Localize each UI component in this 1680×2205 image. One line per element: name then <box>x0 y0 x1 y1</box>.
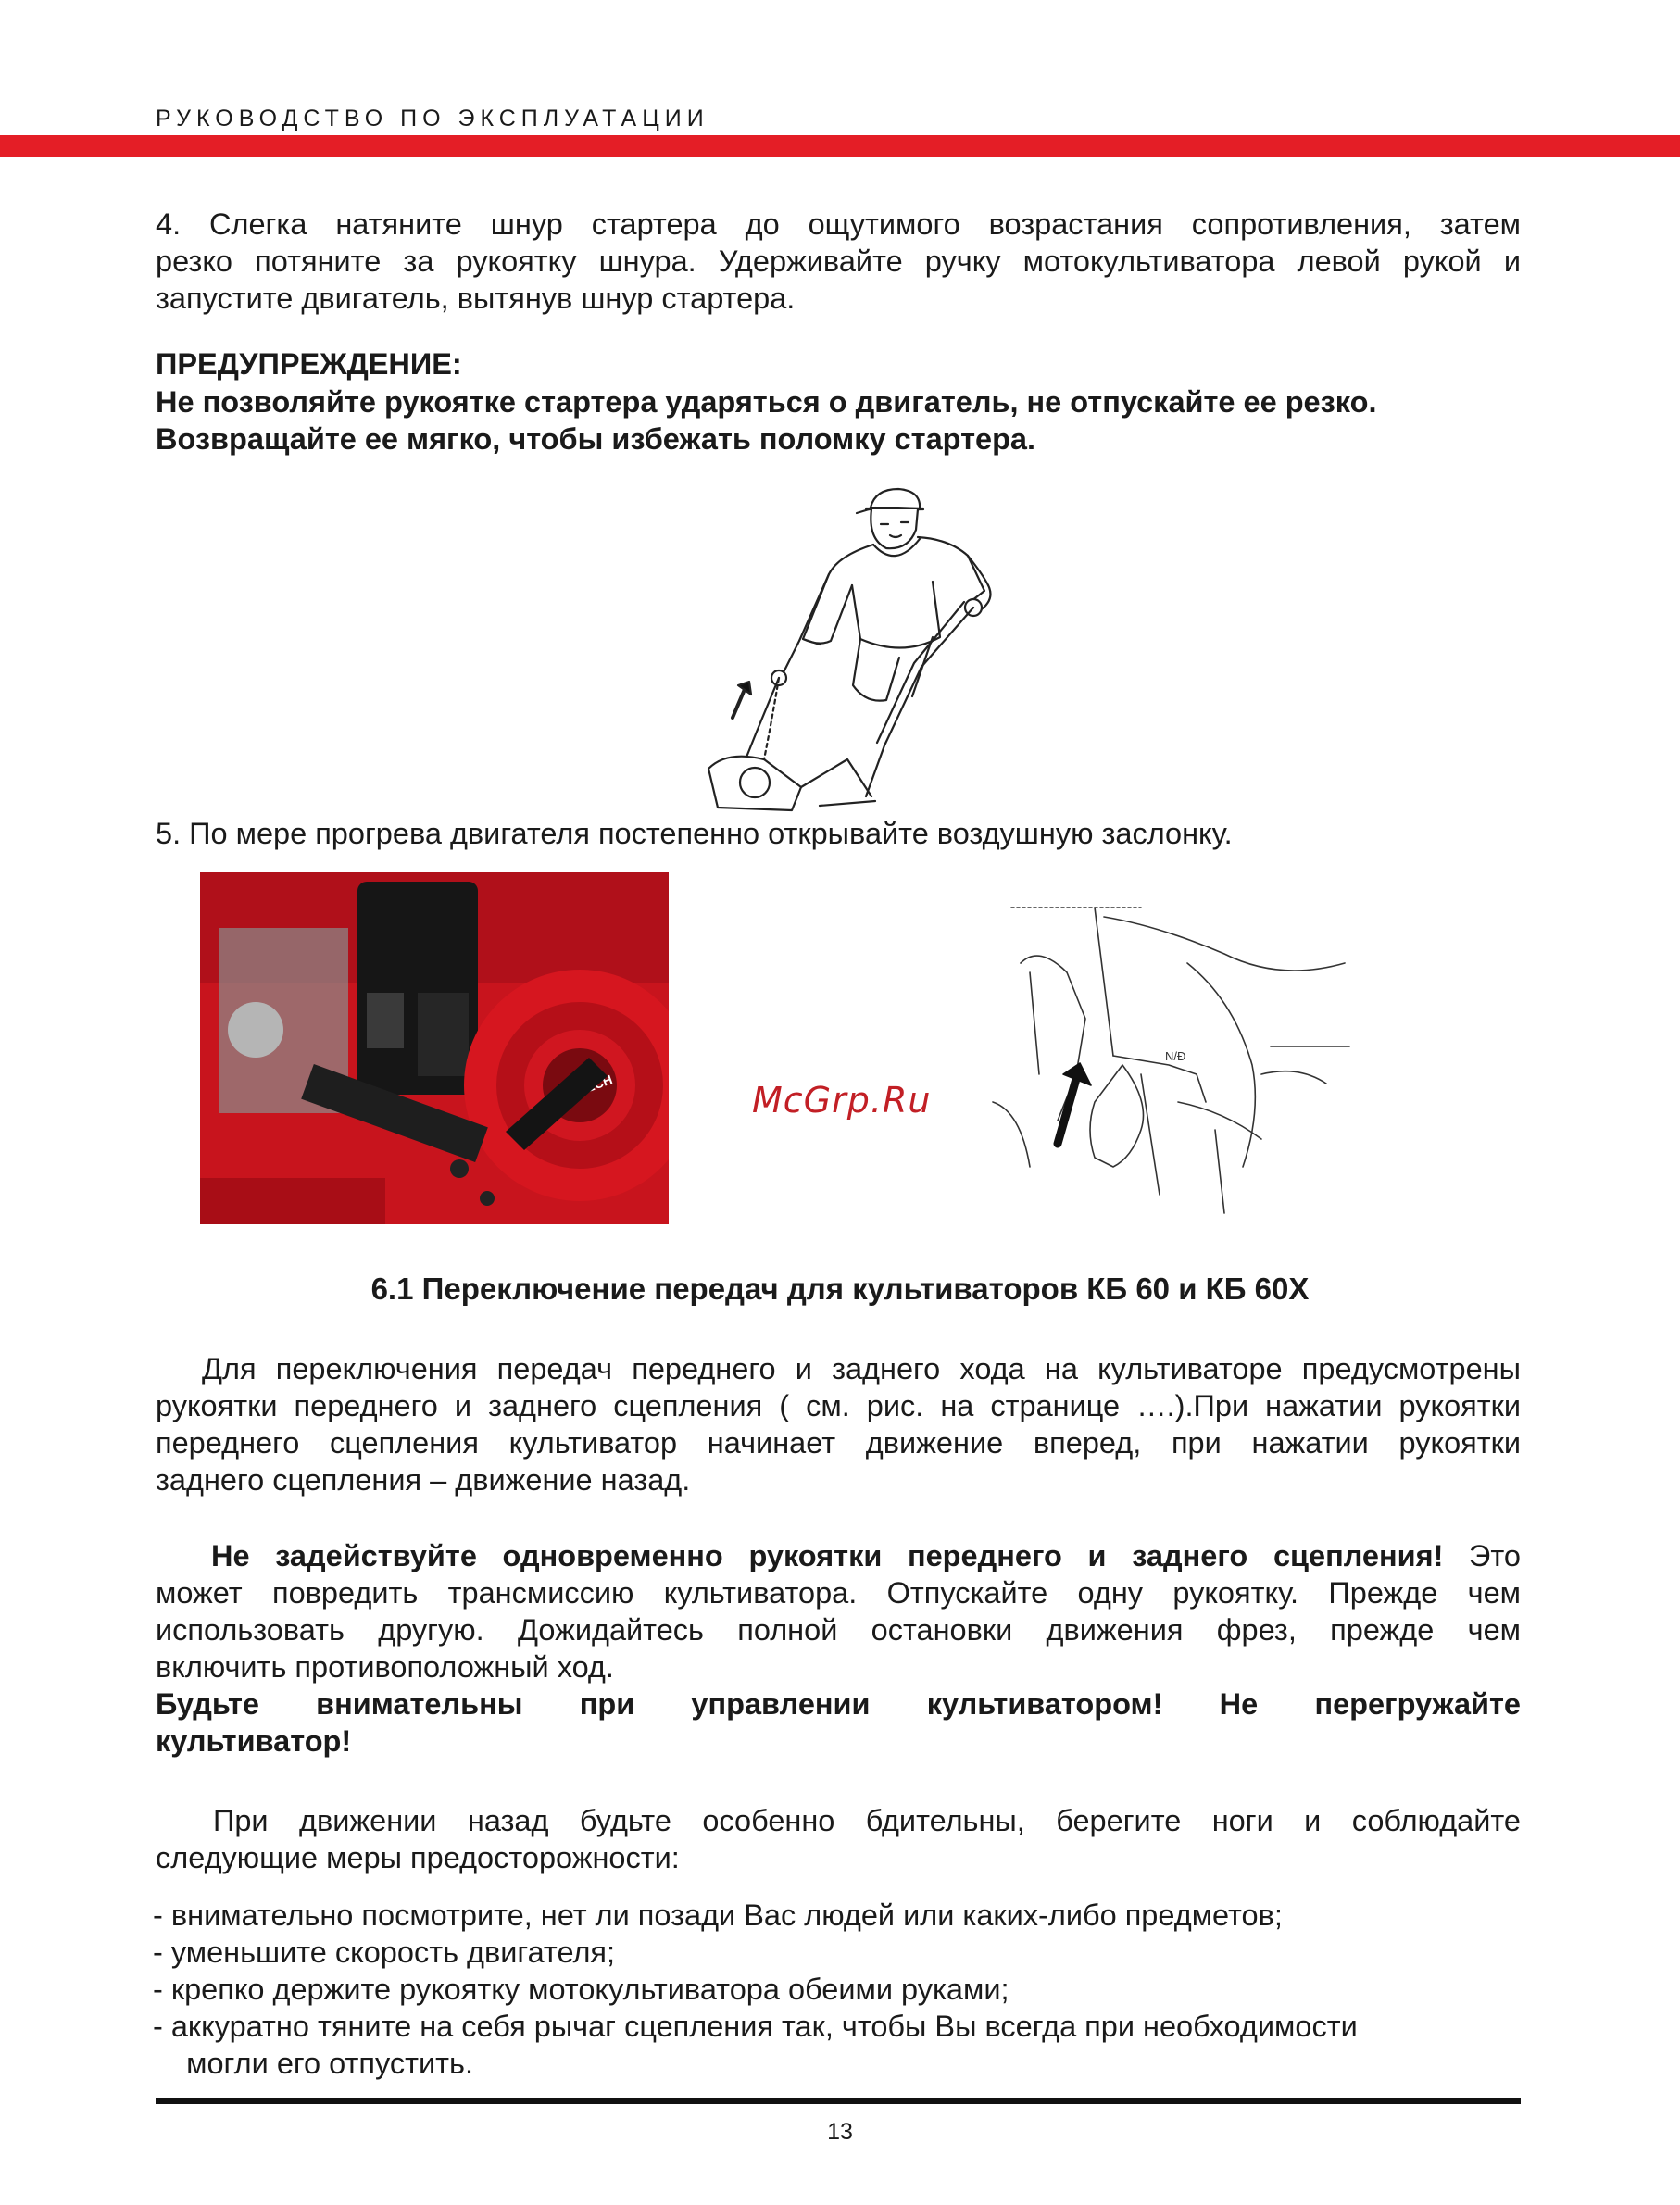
para2-line3: использовать другую. Дожидайтесь полной остановки движения фрез, прежде чем <box>156 1613 1521 1647</box>
step4-line2: резко потяните за рукоятку шнура. Удерживайте ручку мотокультиватора левой рукой и <box>156 244 1521 278</box>
footer-rule <box>156 2098 1521 2104</box>
section-title: 6.1 Переключение передач для культиваторов КБ 60 и КБ 60Х <box>370 1272 1310 1306</box>
warning-line2: Возвращайте ее мягко, чтобы избежать поломку стартера. <box>156 422 1036 456</box>
step4-line1: 4. Слегка натяните шнур стартера до ощутимого возрастания сопротивления, затем <box>156 207 1521 241</box>
para2-line1 <box>211 1537 1521 1574</box>
para3-line2: следующие меры предосторожности: <box>156 1841 680 1874</box>
warning-line1: Не позволяйте рукоятке стартера ударяться о двигатель, не отпускайте ее резко. <box>156 385 1377 419</box>
para1-line1: Для переключения передач переднего и заднего хода на культиваторе предусмотрены <box>202 1352 1521 1385</box>
list-item: - крепко держите рукоятку мотокультиватора обеими руками; <box>153 1973 1009 2006</box>
list-item: могли его отпустить. <box>153 2047 474 2080</box>
para1-line4: заднего сцепления – движение назад. <box>156 1463 691 1497</box>
page-number: 13 <box>827 2119 853 2145</box>
para2-line4: включить противоположный ход. <box>156 1650 614 1684</box>
step4-line3: запустите двигатель, вытянув шнур стартера. <box>156 282 796 315</box>
para2-after-lead: Это <box>1443 1539 1521 1572</box>
watermark: McGrp.Ru <box>752 1080 932 1121</box>
para1-line2: рукоятки переднего и заднего сцепления ( см. рис. на странице ….).При нажатии рукоятки <box>156 1389 1521 1422</box>
list-item: - аккуратно тяните на себя рычаг сцепления так, чтобы Вы всегда при необходимости <box>153 2010 1358 2043</box>
choke-lever-diagram <box>984 889 1354 1219</box>
warning-title: ПРЕДУПРЕЖДЕНИЕ: <box>156 347 462 381</box>
engine-photo <box>200 872 669 1224</box>
para2-bold-line1: Будьте внимательны при управлении культиватором! Не перегружайте <box>156 1687 1521 1721</box>
operator-pulling-starter-illustration <box>690 482 1014 815</box>
running-header: РУКОВОДСТВО ПО ЭКСПЛУАТАЦИИ <box>156 106 709 132</box>
para2-bold-lead: Не задействуйте одновременно рукоятки переднего и заднего сцепления! <box>211 1539 1444 1572</box>
list-item: - внимательно посмотрите, нет ли позади Вас людей или каких-либо предметов; <box>153 1898 1283 1932</box>
para1-line3: переднего сцепления культиватор начинает движение вперед, при нажатии рукоятки <box>156 1426 1521 1460</box>
svg-text:N/Ð: N/Ð <box>1165 1049 1186 1063</box>
para3-line1: При движении назад будьте особенно бдительны, берегите ноги и соблюдайте <box>213 1804 1521 1837</box>
header-accent-bar <box>0 135 1680 157</box>
list-item: - уменьшите скорость двигателя; <box>153 1936 616 1969</box>
para2-line2: может повредить трансмиссию культиватора. Отпускайте одну рукоятку. Прежде чем <box>156 1576 1521 1610</box>
step5-text: 5. По мере прогрева двигателя постепенно открывайте воздушную заслонку. <box>156 817 1233 850</box>
para2-bold-line2: культиватор! <box>156 1724 352 1758</box>
